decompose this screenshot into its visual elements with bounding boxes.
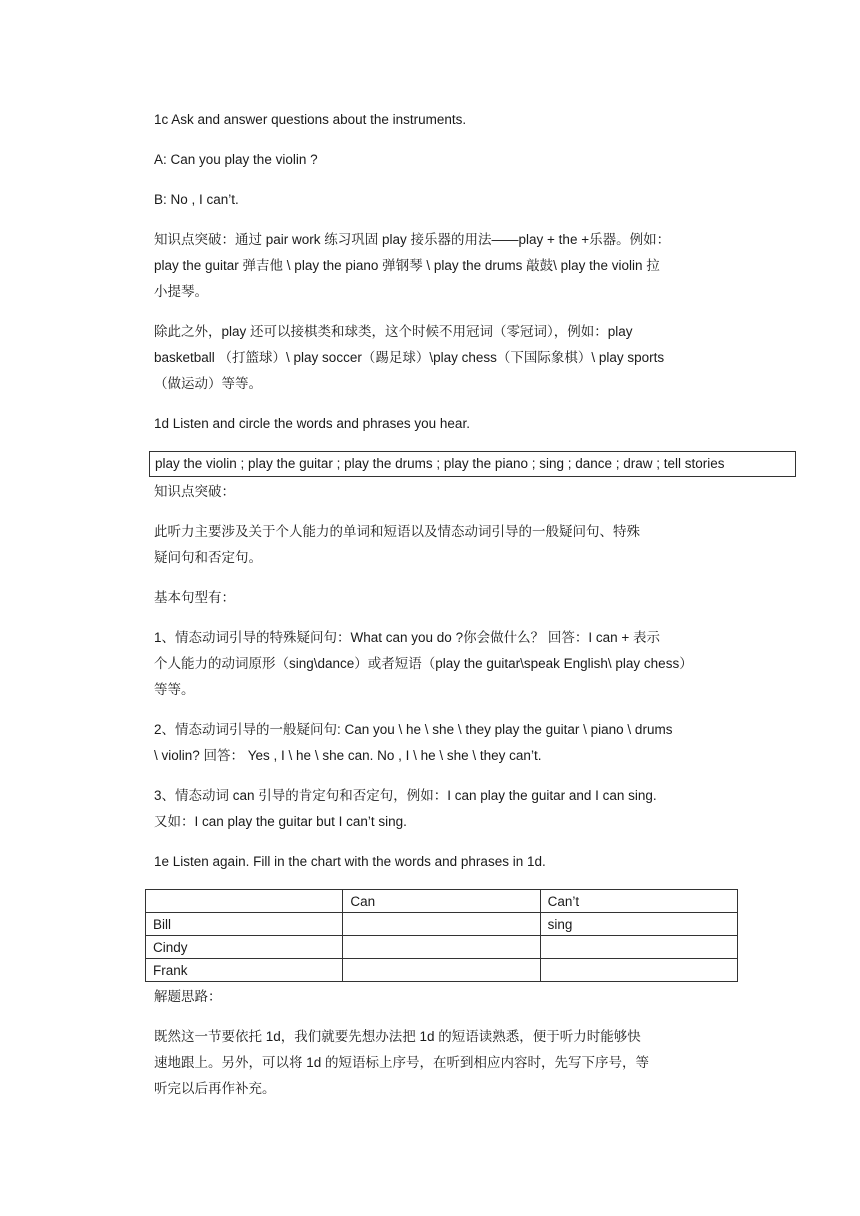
solution-title: 解题思路：	[154, 989, 222, 1004]
note-line: （做运动）等等。	[154, 376, 262, 391]
section-1c-heading: 1c Ask and answer questions about the instruments.	[154, 112, 467, 127]
solution-line: 速地跟上。另外，可以将 1d 的短语标上序号，在听到相应内容时，先写下序号，等	[154, 1055, 650, 1070]
note-line: 此听力主要涉及关于个人能力的单词和短语以及情态动词引导的一般疑问句、特殊	[154, 524, 640, 539]
note-line: basketball （打篮球）\ play soccer（踢足球）\play chess（下国际象棋）\ play sports	[154, 350, 665, 365]
table-row	[146, 959, 738, 982]
knowledge-note-3	[154, 519, 754, 571]
note-line: 小提琴。	[154, 284, 208, 299]
solution-line: 既然这一节要依托 1d，我们就要先想办法把 1d 的短语读熟悉，便于听力时能够快	[154, 1029, 641, 1044]
table-cell	[343, 936, 540, 959]
table-header-cell: Can	[343, 890, 540, 913]
knowledge-note-1	[154, 227, 754, 305]
note-line: 除此之外，play 还可以接棋类和球类，这个时候不用冠词（零冠词），例如：play	[154, 324, 633, 339]
table-header-row	[146, 890, 738, 913]
fill-in-chart	[145, 889, 738, 982]
table-cell	[540, 936, 737, 959]
table-row	[146, 913, 738, 936]
pattern-line: 2、情态动词引导的一般疑问句: Can you \ he \ she \ they play the guitar \ piano \ drums	[154, 722, 673, 737]
pattern-3	[154, 783, 754, 835]
table-cell	[540, 959, 737, 982]
note-line: 知识点突破：通过 pair work 练习巩固 play 接乐器的用法——play + the +乐器。例如：	[154, 232, 671, 247]
table-cell: Cindy	[146, 936, 343, 959]
table-cell: Bill	[146, 913, 343, 936]
pattern-line: 又如：I can play the guitar but I can’t sing.	[154, 814, 407, 829]
solution-text	[154, 1024, 754, 1102]
table-cell	[343, 913, 540, 936]
note-line: 疑问句和否定句。	[154, 550, 262, 565]
solution-line: 听完以后再作补充。	[154, 1081, 276, 1096]
pattern-line: 3、情态动词 can 引导的肯定句和否定句，例如：I can play the guitar and I can sing.	[154, 788, 657, 803]
table-row	[146, 936, 738, 959]
dialogue-line-a: A: Can you play the violin ?	[154, 152, 318, 167]
pattern-line: 1、情态动词引导的特殊疑问句：What can you do ?你会做什么？ 回答：I can + 表示	[154, 630, 660, 645]
table-cell: Frank	[146, 959, 343, 982]
table-header-cell	[146, 890, 343, 913]
table-cell	[343, 959, 540, 982]
pattern-2	[154, 717, 754, 769]
word-box-1d: play the violin ; play the guitar ; play the drums ; play the piano ; sing ; dance ; draw ; tell stories	[149, 451, 796, 477]
note-line: play the guitar 弹吉他 \ play the piano 弹钢琴 \ play the drums 敲鼓\ play the violin 拉	[154, 258, 660, 273]
table-header-cell: Can’t	[540, 890, 737, 913]
knowledge-note-2	[154, 319, 754, 397]
knowledge-note-3-title: 知识点突破：	[154, 484, 235, 499]
pattern-line: 等等。	[154, 682, 195, 697]
document-page	[154, 107, 754, 1116]
dialogue-line-b: B: No , I can’t.	[154, 192, 239, 207]
pattern-line: \ violin? 回答： Yes , I \ he \ she can. No , I \ he \ she \ they can’t.	[154, 748, 542, 763]
pattern-1	[154, 625, 754, 703]
section-1e-heading: 1e Listen again. Fill in the chart with the words and phrases in 1d.	[154, 854, 546, 869]
section-1d-heading: 1d Listen and circle the words and phrases you hear.	[154, 416, 470, 431]
patterns-title: 基本句型有：	[154, 590, 235, 605]
pattern-line: 个人能力的动词原形（sing\dance）或者短语（play the guitar\speak English\ play chess）	[154, 656, 693, 671]
table-cell: sing	[540, 913, 737, 936]
